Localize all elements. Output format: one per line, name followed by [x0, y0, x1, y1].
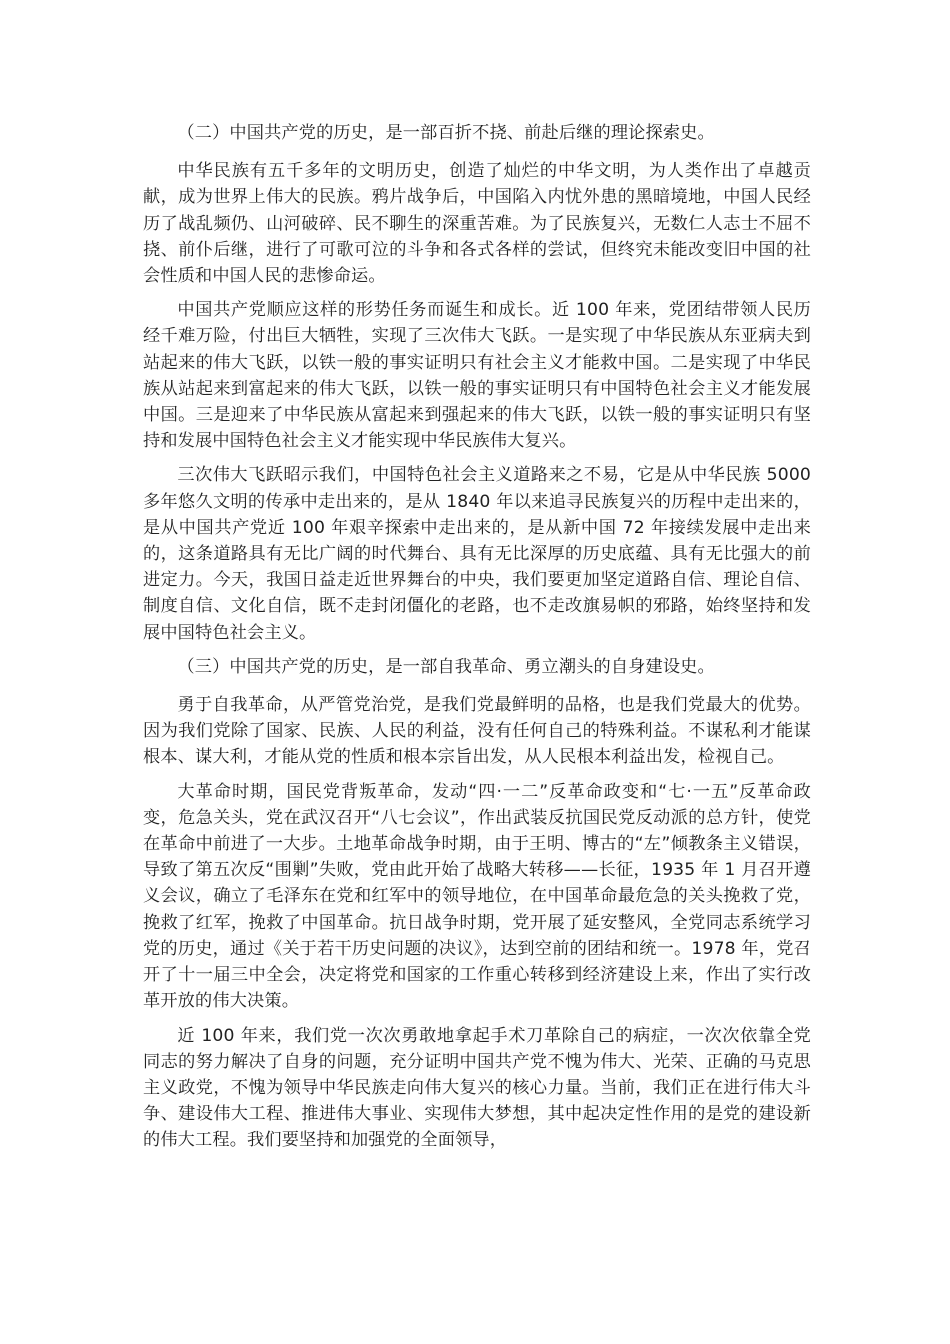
paragraph-civilization: 中华民族有五千多年的文明历史，创造了灿烂的中华文明，为人类作出了卓越贡献，成为世界上伟大的民族。鸦片战争后，中国陷入内忧外患的黑暗境地，中国人民经历了战乱频仍、山河破碎、民不聊生的深重苦难。为了民族复兴，无数仁人志士不屈不挠、前仆后继，进行了可歌可泣的斗争和各式各样的尝试，但终究未能改变旧中国的社会性质和中国人民的悲惨命运。 — [143, 161, 811, 287]
section-heading-2: （二）中国共产党的历史，是一部百折不挠、前赴后继的理论探索史。 — [177, 123, 715, 143]
paragraph-socialist-road: 三次伟大飞跃昭示我们，中国特色社会主义道路来之不易，它是从中华民族 5000 多年悠久文明的传承中走出来的，是从 1840 年以来追寻民族复兴的历程中走出来的，是从中国共产党近 100 年艰辛探索中走出来的，是从新中国 72 年接续发展中走出来的，这条道路具有无比广阔的时代舞台、具有无比深厚的历史底蕴、具有无比强大的前进定力。今天，我国日益走近世界舞台的中央，我们要更加坚定道路自信、理论自信、制度自信、文化自信，既不走封闭僵化的老路，也不走改旗易帜的邪路，始终坚持和发展中国特色社会主义。 — [143, 465, 811, 643]
section-heading-3: （三）中国共产党的历史，是一部自我革命、勇立潮头的自身建设史。 — [177, 656, 715, 677]
paragraph-party-building: 近 100 年来，我们党一次次勇敢地拿起手术刀革除自己的病症，一次次依靠全党同志的努力解决了自身的问题，充分证明中国共产党不愧为伟大、光荣、正确的马克思主义政党，不愧为领导中华民族走向伟大复兴的核心力量。当前，我们正在进行伟大斗争、建设伟大工程、推进伟大事业、实现伟大梦想，其中起决定性作用的是党的建设新的伟大工程。我们要坚持和加强党的全面领导， — [143, 1025, 811, 1151]
document-page — [143, 120, 811, 1162]
paragraph-self-revolution: 勇于自我革命，从严管党治党，是我们党最鲜明的品格，也是我们党最大的优势。因为我们党除了国家、民族、人民的利益，没有任何自己的特殊利益。不谋私利才能谋根本、谋大利，才能从党的性质和根本宗旨出发，从人民根本利益出发，检视自己。 — [143, 695, 811, 768]
paragraph-three-leaps: 中国共产党顺应这样的形势任务而诞生和成长。近 100 年来，党团结带领人民历经千难万险，付出巨大牺牲，实现了三次伟大飞跃。一是实现了中华民族从东亚病夫到站起来的伟大飞跃，以铁一般的事实证明只有社会主义才能救中国。二是实现了中华民族从站起来到富起来的伟大飞跃，以铁一般的事实证明只有中国特色社会主义才能发展中国。三是迎来了中华民族从富起来到强起来的伟大飞跃，以铁一般的事实证明只有坚持和发展中国特色社会主义才能实现中华民族伟大复兴。 — [143, 300, 811, 452]
paragraph-history-periods: 大革命时期，国民党背叛革命，发动“四·一二”反革命政变和“七·一五”反革命政变，危急关头，党在武汉召开“八七会议”，作出武装反抗国民党反动派的总方针，使党在革命中前进了一大步。土地革命战争时期，由于王明、博古的“左”倾教条主义错误，导致了第五次反“围剿”失败，党由此开始了战略大转移——长征，1935 年 1 月召开遵义会议，确立了毛泽东在党和红军中的领导地位，在中国革命最危急的关头挽救了党，挽救了红军，挽救了中国革命。抗日战争时期，党开展了延安整风，全党同志系统学习党的历史，通过《关于若干历史问题的决议》，达到空前的团结和统一。1978 年，党召开了十一届三中全会，决定将党和国家的工作重心转移到经济建设上来，作出了实行改革开放的伟大决策。 — [143, 781, 811, 1012]
